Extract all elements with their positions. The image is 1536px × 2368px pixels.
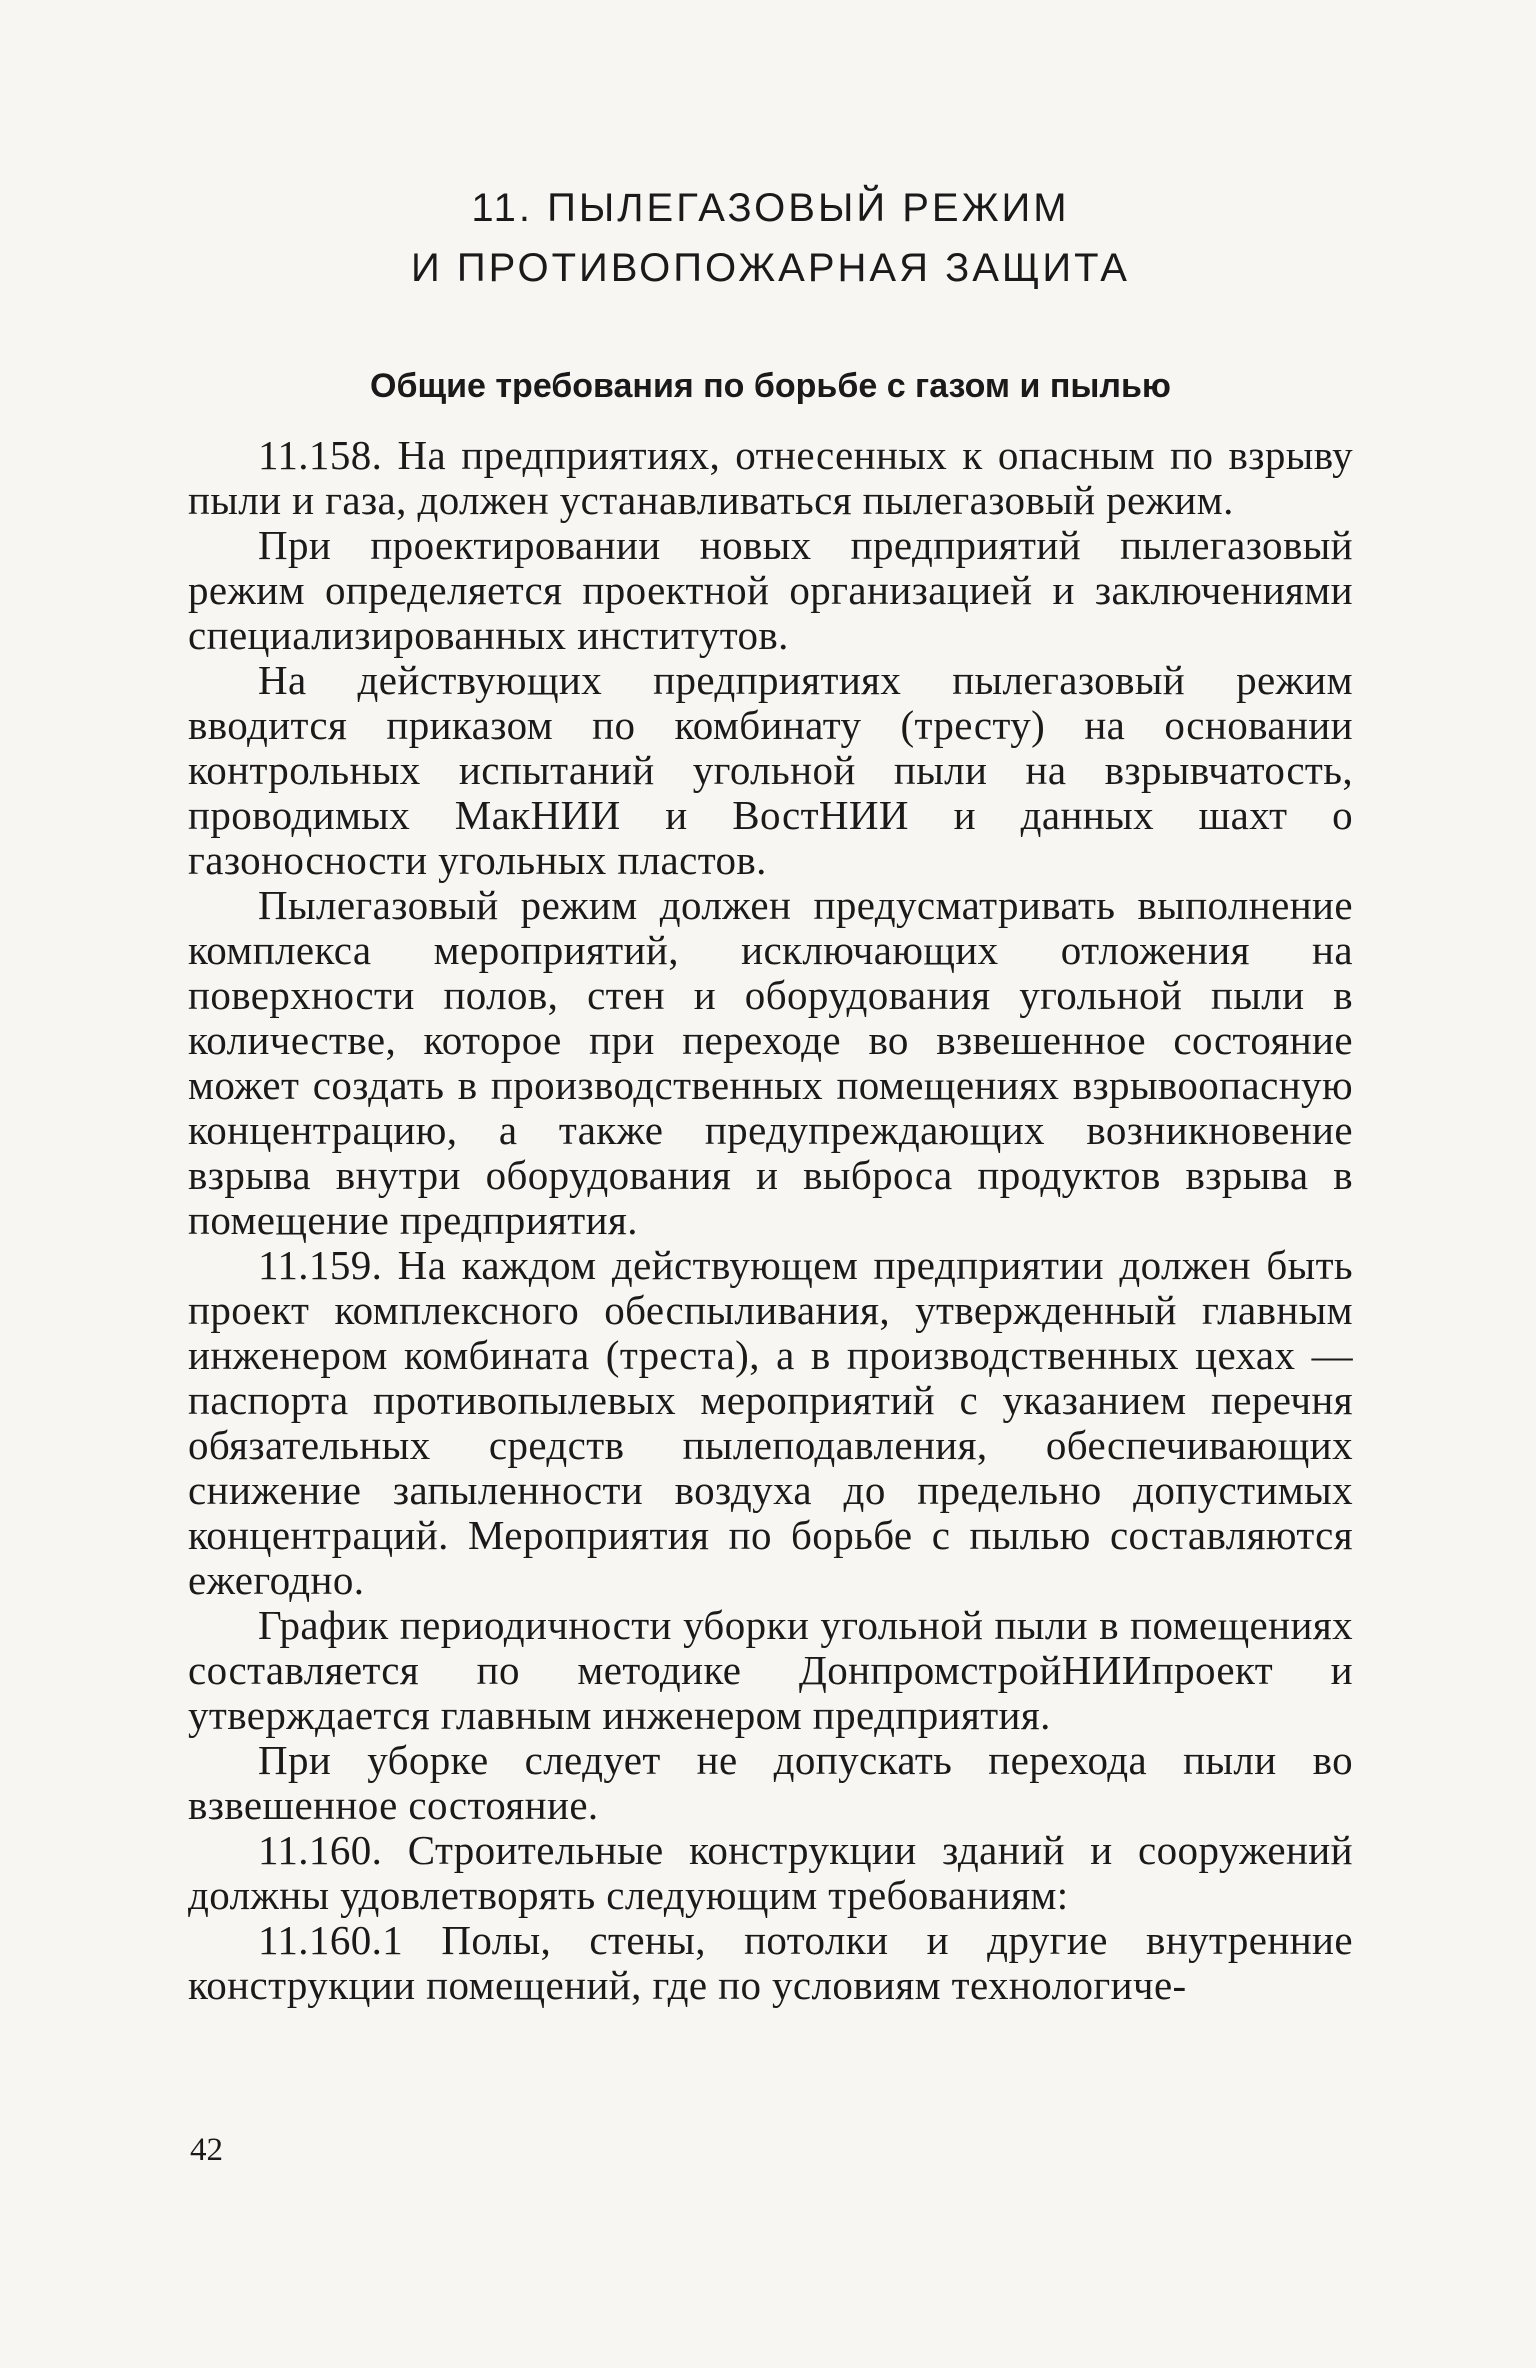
paragraph: При уборке следует не допускать перехода пыли во взвешенное состояние. <box>188 1737 1353 1828</box>
section-title: Общие требования по борьбе с газом и пылью <box>370 367 1171 405</box>
chapter-title-line-1: 11. ПЫЛЕГАЗОВЫЙ РЕЖИМ <box>471 186 1070 230</box>
paragraph-11-159: 11.159. На каждом действующем предприятии должен быть проект комплексного обеспыливания, утвержденный главным инженером комбината (треста), а в производственных цехах — паспорта противопылевых мероприятий с указанием перечня обязательных средств пылеподавления, обеспечивающих снижение запыленности воздуха до предельно допустимых концентраций. Мероприятия по борьбе с пылью составляются ежегодно. <box>188 1242 1353 1603</box>
paragraph: На действующих предприятиях пылегазовый режим вводится приказом по комбинату (тресту) на основании контрольных испытаний угольной пыли на взрывчатость, проводимых МакНИИ и ВостНИИ и данных шахт о газоносности угольных пластов. <box>188 657 1353 883</box>
paragraph: При проектировании новых предприятий пылегазовый режим определяется проектной организацией и заключениями специализированных институтов. <box>188 522 1353 658</box>
page-number: 42 <box>190 2132 223 2168</box>
body-text <box>188 433 1353 2008</box>
chapter-title <box>188 178 1353 298</box>
paragraph: Пылегазовый режим должен предусматривать выполнение комплекса мероприятий, исключающих отложения на поверхности полов, стен и оборудования угольной пыли в количестве, которое при переходе во взвешенное состояние может создать в производственных помещениях взрывоопасную концентрацию, а также предупреждающих возникновение взрыва внутри оборудования и выброса продуктов взрыва в помещение предприятия. <box>188 882 1353 1243</box>
chapter-title-line-2: И ПРОТИВОПОЖАРНАЯ ЗАЩИТА <box>411 246 1130 290</box>
paragraph-11-160-1: 11.160.1 Полы, стены, потолки и другие внутренние конструкции помещений, где по условиям технологиче- <box>188 1917 1353 2008</box>
paragraph-11-160: 11.160. Строительные конструкции зданий и сооружений должны удовлетворять следующим требованиям: <box>188 1827 1353 1918</box>
paragraph-11-158: 11.158. На предприятиях, отнесенных к опасным по взрыву пыли и газа, должен устанавливаться пылегазовый режим. <box>188 432 1353 523</box>
text-column <box>188 0 1353 2008</box>
paragraph: График периодичности уборки угольной пыли в помещениях составляется по методике ДонпромстройНИИпроект и утверждается главным инженером предприятия. <box>188 1602 1353 1738</box>
